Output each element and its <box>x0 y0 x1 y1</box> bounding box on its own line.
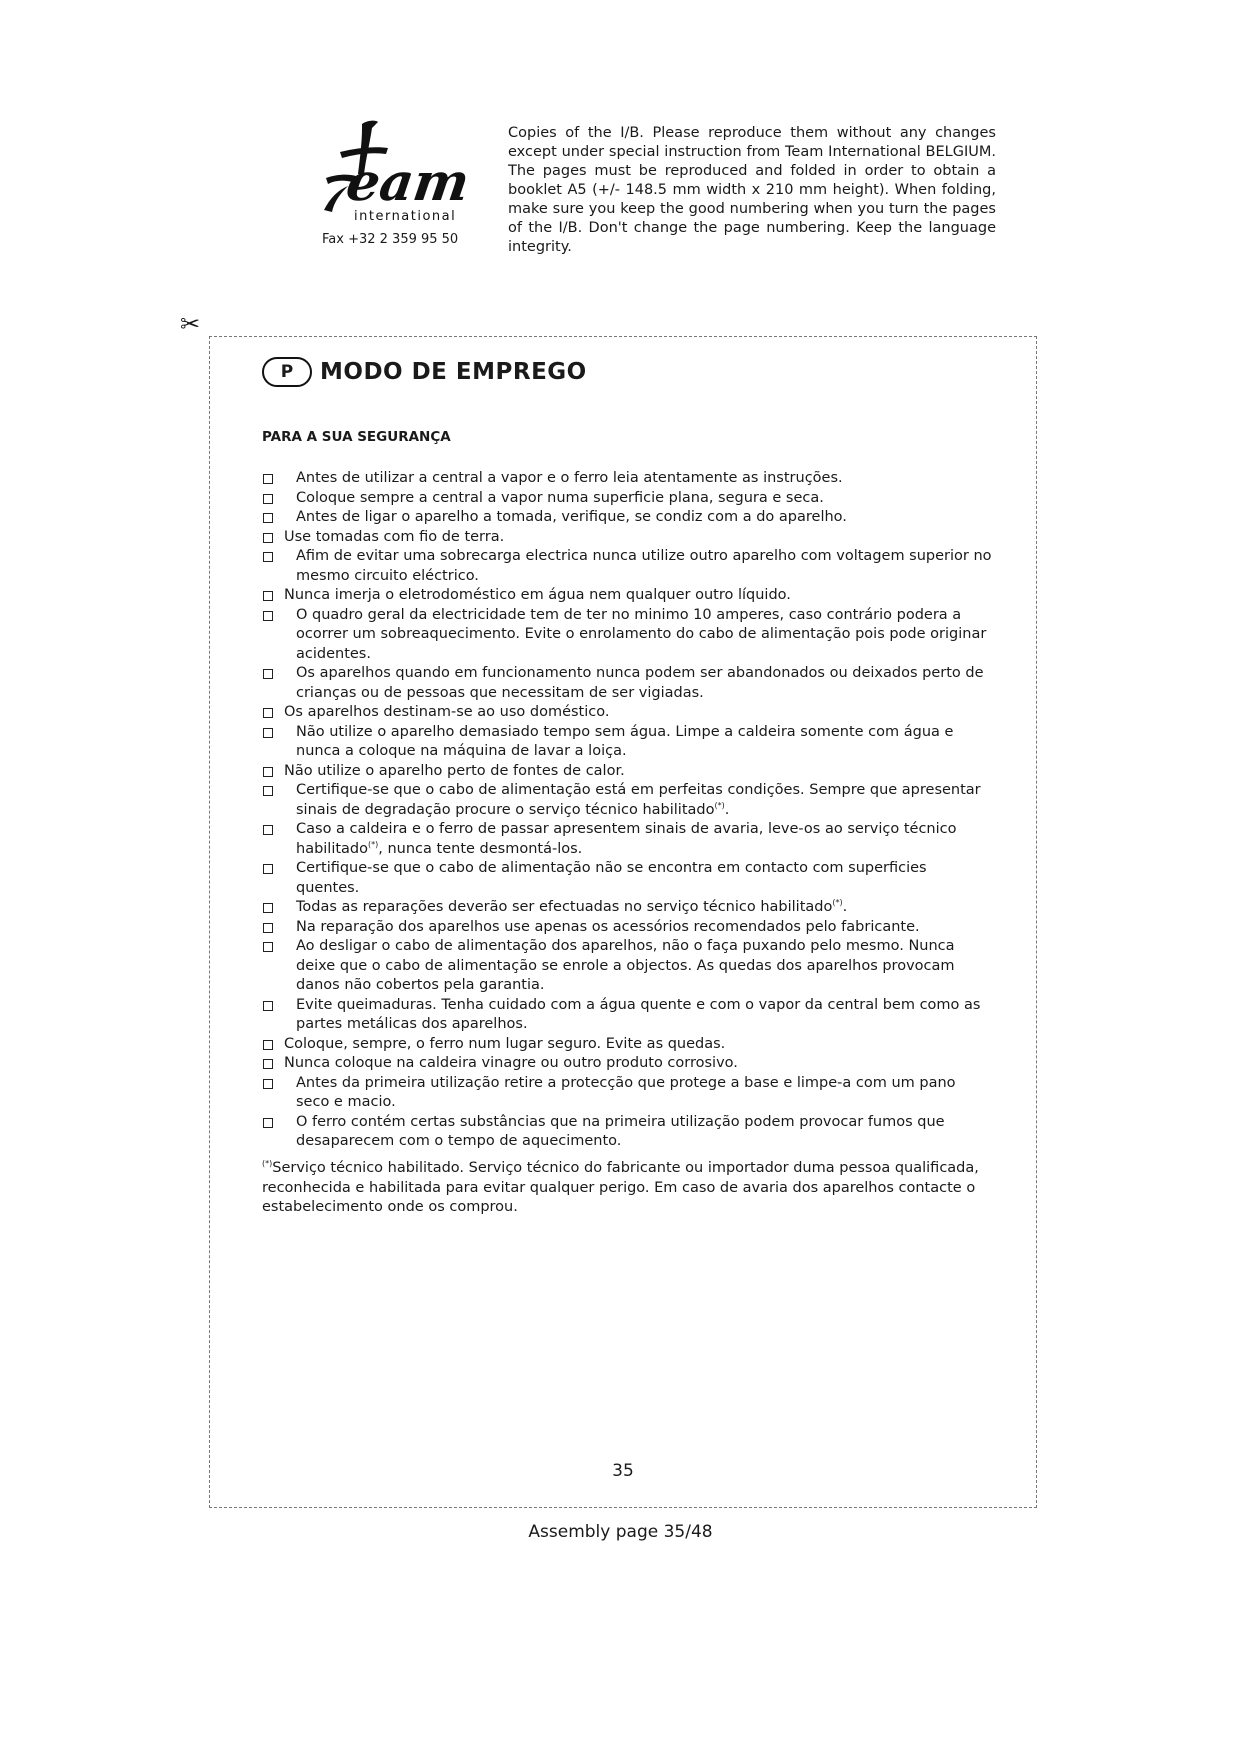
list-item: Ao desligar o cabo de alimentação dos aparelhos, não o faça puxando pelo mesmo. Nunca deixe que o cabo de alimentação se enrole a objectos. As quedas dos aparelhos provocam danos não cobertos pela garantia. <box>262 937 992 996</box>
list-item: Nunca imerja o eletrodoméstico em água nem qualquer outro líquido. <box>262 586 992 606</box>
checkbox-icon <box>263 1059 273 1069</box>
language-badge: P <box>262 357 312 387</box>
checkbox-icon <box>263 864 273 874</box>
list-item: Nunca coloque na caldeira vinagre ou outro produto corrosivo. <box>262 1054 992 1074</box>
checkbox-icon <box>263 474 273 484</box>
instruction-page <box>209 336 1037 1508</box>
list-item: Os aparelhos destinam-se ao uso doméstico. <box>262 703 992 723</box>
checkbox-icon <box>263 1079 273 1089</box>
assembly-page-label: Assembly page 35/48 <box>528 1522 713 1542</box>
checkbox-icon <box>263 533 273 543</box>
scissors-icon: ✂ <box>180 310 201 338</box>
list-item: Os aparelhos quando em funcionamento nunca podem ser abandonados ou deixados perto de crianças ou de pessoas que necessitam de ser vigiadas. <box>262 664 992 703</box>
checkbox-icon <box>263 923 273 933</box>
list-item: Antes de utilizar a central a vapor e o ferro leia atentamente as instruções. <box>262 469 992 489</box>
checkbox-icon <box>263 1118 273 1128</box>
list-item: Não utilize o aparelho perto de fontes de calor. <box>262 762 992 782</box>
list-item: Antes da primeira utilização retire a protecção que protege a base e limpe-a com um pano seco e macio. <box>262 1074 992 1113</box>
checkbox-icon <box>263 513 273 523</box>
list-item: Certifique-se que o cabo de alimentação não se encontra em contacto com superficies quentes. <box>262 859 992 898</box>
list-item: O ferro contém certas substâncias que na primeira utilização podem provocar fumos que desaparecem com o tempo de aquecimento. <box>262 1113 992 1152</box>
checkbox-icon <box>263 611 273 621</box>
checkbox-icon <box>263 708 273 718</box>
checkbox-icon <box>263 903 273 913</box>
checkbox-icon <box>263 1040 273 1050</box>
checkbox-icon <box>263 767 273 777</box>
reproduction-instructions: Copies of the I/B. Please reproduce them without any changes except under special instruction from Team International BELGIUM. The pages must be reproduced and folded in order to obtain a booklet A5 (+/- 148.5 mm width x 210 mm height). When folding, make sure you keep the good numbering when you turn the pages of the I/B. Don't change the page numbering. Keep the language integrity. <box>508 125 996 255</box>
list-item: Coloque sempre a central a vapor numa superficie plana, segura e seca. <box>262 489 992 509</box>
checkbox-icon <box>263 786 273 796</box>
footnote-text: Serviço técnico habilitado. Serviço técnico do fabricante ou importador duma pessoa qualificada, reconhecida e habilitada para evitar qualquer perigo. Em caso de avaria dos aparelhos contacte o estabelecimento onde os comprou. <box>262 1160 979 1215</box>
list-item: Na reparação dos aparelhos use apenas os acessórios recomendados pelo fabricante. <box>262 918 992 938</box>
fax-number: Fax +32 2 359 95 50 <box>322 232 459 247</box>
team-international-logo <box>316 118 473 226</box>
page-title-row <box>262 357 587 387</box>
list-item: Todas as reparações deverão ser efectuadas no serviço técnico habilitado(*). <box>262 898 992 918</box>
section-heading: PARA A SUA SEGURANÇA <box>262 429 451 445</box>
checkbox-icon <box>263 728 273 738</box>
footnote-ref: (*) <box>832 898 843 908</box>
list-item: Evite queimaduras. Tenha cuidado com a água quente e com o vapor da central bem como as partes metálicas dos aparelhos. <box>262 996 992 1035</box>
safety-instructions-list <box>262 469 992 1152</box>
team-logo-graphic <box>316 118 473 226</box>
footnote-marker: (*) <box>262 1159 273 1169</box>
list-item: Antes de ligar o aparelho a tomada, verifique, se condiz com a do aparelho. <box>262 508 992 528</box>
list-item: Use tomadas com fio de terra. <box>262 528 992 548</box>
checkbox-icon <box>263 669 273 679</box>
checkbox-icon <box>263 494 273 504</box>
list-item: Não utilize o aparelho demasiado tempo sem água. Limpe a caldeira somente com água e nunca a coloque na máquina de lavar a loiça. <box>262 723 992 762</box>
footnote <box>262 1159 992 1218</box>
list-item: O quadro geral da electricidade tem de ter no minimo 10 amperes, caso contrário podera a ocorrer um sobreaquecimento. Evite o enrolamento do cabo de alimentação pois pode originar acidentes. <box>262 606 992 665</box>
checkbox-icon <box>263 825 273 835</box>
page-title: MODO DE EMPREGO <box>320 359 587 385</box>
svg-text:international: international <box>354 209 457 224</box>
list-item: Coloque, sempre, o ferro num lugar seguro. Evite as quedas. <box>262 1035 992 1055</box>
footnote-ref: (*) <box>714 800 725 810</box>
footnote-ref: (*) <box>368 839 379 849</box>
checkbox-icon <box>263 1001 273 1011</box>
svg-text:eam: eam <box>342 152 473 213</box>
page-number: 35 <box>612 1461 634 1481</box>
list-item: Caso a caldeira e o ferro de passar apresentem sinais de avaria, leve-os ao serviço técnico habilitado(*), nunca tente desmontá-los. <box>262 820 992 859</box>
checkbox-icon <box>263 942 273 952</box>
checkbox-icon <box>263 591 273 601</box>
list-item: Certifique-se que o cabo de alimentação está em perfeitas condições. Sempre que apresentar sinais de degradação procure o serviço técnico habilitado(*). <box>262 781 992 820</box>
checkbox-icon <box>263 552 273 562</box>
list-item: Afim de evitar uma sobrecarga electrica nunca utilize outro aparelho com voltagem superior no mesmo circuito eléctrico. <box>262 547 992 586</box>
